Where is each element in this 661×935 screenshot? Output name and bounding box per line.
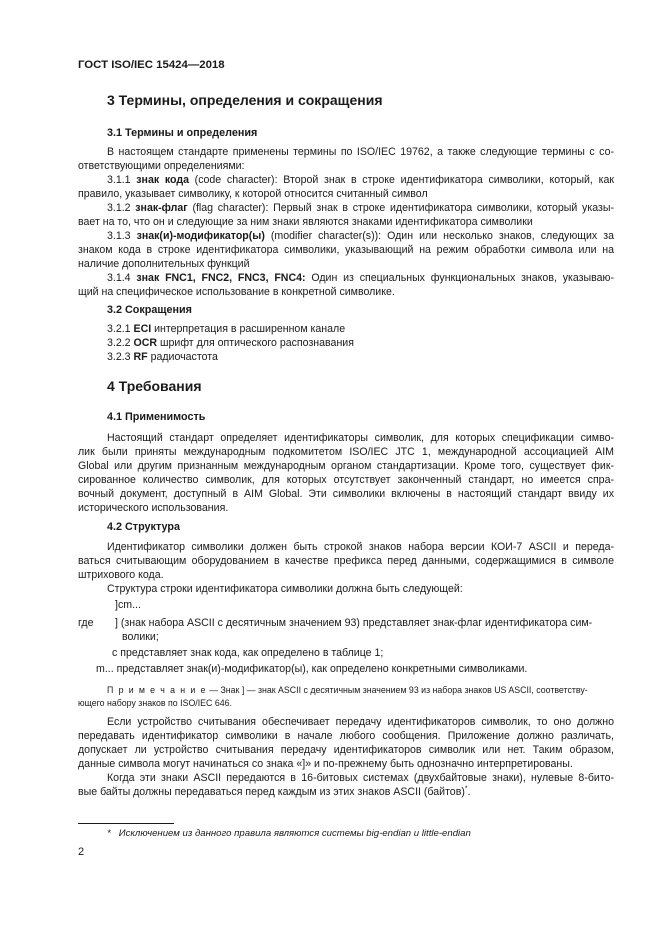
definition-flag-line-2: волики; [122, 631, 159, 643]
subsection-3-1-heading: 3.1 Термины и определения [107, 127, 258, 139]
subsection-4-2-heading: 4.2 Структура [107, 521, 180, 533]
paragraph-4-1-line: исторического использования. [78, 502, 229, 514]
ascii-paragraph-line-2: вые байты должны передаваться перед каждым из этих знаков ASCII (байтов)*. [78, 785, 471, 798]
term-3-1-4-line-2: щий на специфическое использование в конкретной символике. [78, 286, 395, 298]
section-3-heading: 3 Термины, определения и сокращения [107, 92, 383, 108]
definition-flag: ] (знак набора ASCII с десятичным значением 93) представляет знак-флаг идентификатора сим- [115, 617, 593, 629]
term-3-1-2: 3.1.2 знак-флаг (flag character): Первый знак в строке идентификатора символики, который указы- [107, 202, 614, 214]
term-3-1-4: 3.1.4 знак FNC1, FNC2, FNC3, FNC4: Один из специальных функциональных знаков, указываю- [107, 272, 614, 284]
paragraph-4-1-line: Global или другим признанным международным органом стандартизации. Кроме того, существует фик- [78, 460, 614, 472]
document-header: ГОСТ ISO/IEC 15424—2018 [78, 59, 225, 71]
paragraph-4-2-line: штрихового кода. [78, 569, 164, 581]
abbreviation-item: 3.2.3 RF радиочастота [107, 351, 218, 363]
intro-line-2: ответствующими определениями: [78, 160, 245, 172]
term-3-1-1-line-2: правило, указывает символику, к которой относится считанный символ [78, 188, 428, 200]
paragraph-4-1-line: лик были приняты международным подкомитетом ISO/IEC JTC 1, международной ассоциацией AIM [78, 446, 614, 458]
note: П р и м е ч а н и е — Знак ] — знак ASCII с десятичным значением 93 из набора знаков US ASCII, соответству- [107, 685, 588, 695]
footnote-reference[interactable]: * [464, 785, 468, 793]
reader-paragraph-line: Если устройство считывания обеспечивает передачу идентификаторов символик, то оно должно [107, 716, 614, 728]
term-3-1-3-line-3: наличие дополнительных функций [78, 258, 250, 270]
reader-paragraph-line: передавать идентификатор символики в начале любого сообщения. Приложение должно различать, [78, 730, 614, 742]
page-number: 2 [78, 846, 85, 858]
section-4-heading: 4 Требования [107, 378, 202, 394]
term-3-1-3-line-2: знаком кода в строке идентификатора символики, указывающий на режим обработки символа или на [78, 244, 614, 256]
paragraph-4-1-line: сированное количество символик, для которых отсутствует законченный стандарт, но имеется спра- [78, 474, 614, 486]
note-line-2: ющего набору знаков по ISO/IEC 646. [78, 698, 232, 708]
structure-intro: Структура строки идентификатора символики должна быть следующей: [107, 583, 463, 595]
abbreviation-item: 3.2.2 OCR шрифт для оптического распознавания [107, 337, 354, 349]
footnote: * Исключением из данного правила являются системы big-endian и little-endian [107, 828, 471, 839]
paragraph-4-1-line: Настоящий стандарт определяет идентификаторы символик, для которых спецификации симво- [107, 432, 614, 444]
term-3-1-2-line-2: вает на то, что он и следующие за ним знаки являются знаками идентификатора символики [78, 216, 533, 228]
definition-code: c представляет знак кода, как определено в таблице 1; [112, 647, 384, 659]
subsection-4-1-heading: 4.1 Применимость [107, 411, 206, 423]
abbreviation-item: 3.2.1 ECI интерпретация в расширенном канале [107, 323, 346, 335]
structure-formula: ]cm... [115, 599, 141, 611]
subsection-3-2-heading: 3.2 Сокращения [107, 304, 192, 316]
term-3-1-1: 3.1.1 знак кода (code character): Второй знак в строке идентификатора символики, который, как [107, 174, 614, 186]
reader-paragraph-line: допускает ли устройство считывания передачу идентификаторов символик или нет. Таким образом, [78, 744, 614, 756]
paragraph-4-2-line: Идентификатор символики должен быть строкой знаков набора версии КОИ-7 ASCII и переда- [107, 541, 614, 553]
paragraph-4-1-line: вочный документ, доступный в AIM Global. Эти символики включены в настоящий стандарт ввиду их [78, 488, 614, 500]
paragraph-4-2-line: ваться считывающим оборудованием в качестве префикса перед данными, содержащимися в символе [78, 555, 614, 567]
term-3-1-3: 3.1.3 знак(и)-модификатор(ы) (modifier character(s)): Один или несколько знаков, следующих за [107, 230, 614, 242]
where-label: где [78, 617, 94, 629]
definition-modifier: m... представляет знак(и)-модификатор(ы), как определено конкретными символиками. [96, 663, 528, 675]
footnote-divider [78, 823, 174, 824]
reader-paragraph-line: данные символа могут начинаться со знака «]» и по-прежнему быть однозначно интерпретированы. [78, 758, 573, 770]
intro-line-1: В настоящем стандарте применены термины по ISO/IEC 19762, а также следующие термины с со- [107, 146, 614, 158]
ascii-paragraph-line-1: Когда эти знаки ASCII передаются в 16-битовых системах (двухбайтовые знаки), нулевые 8-бито- [107, 772, 614, 784]
